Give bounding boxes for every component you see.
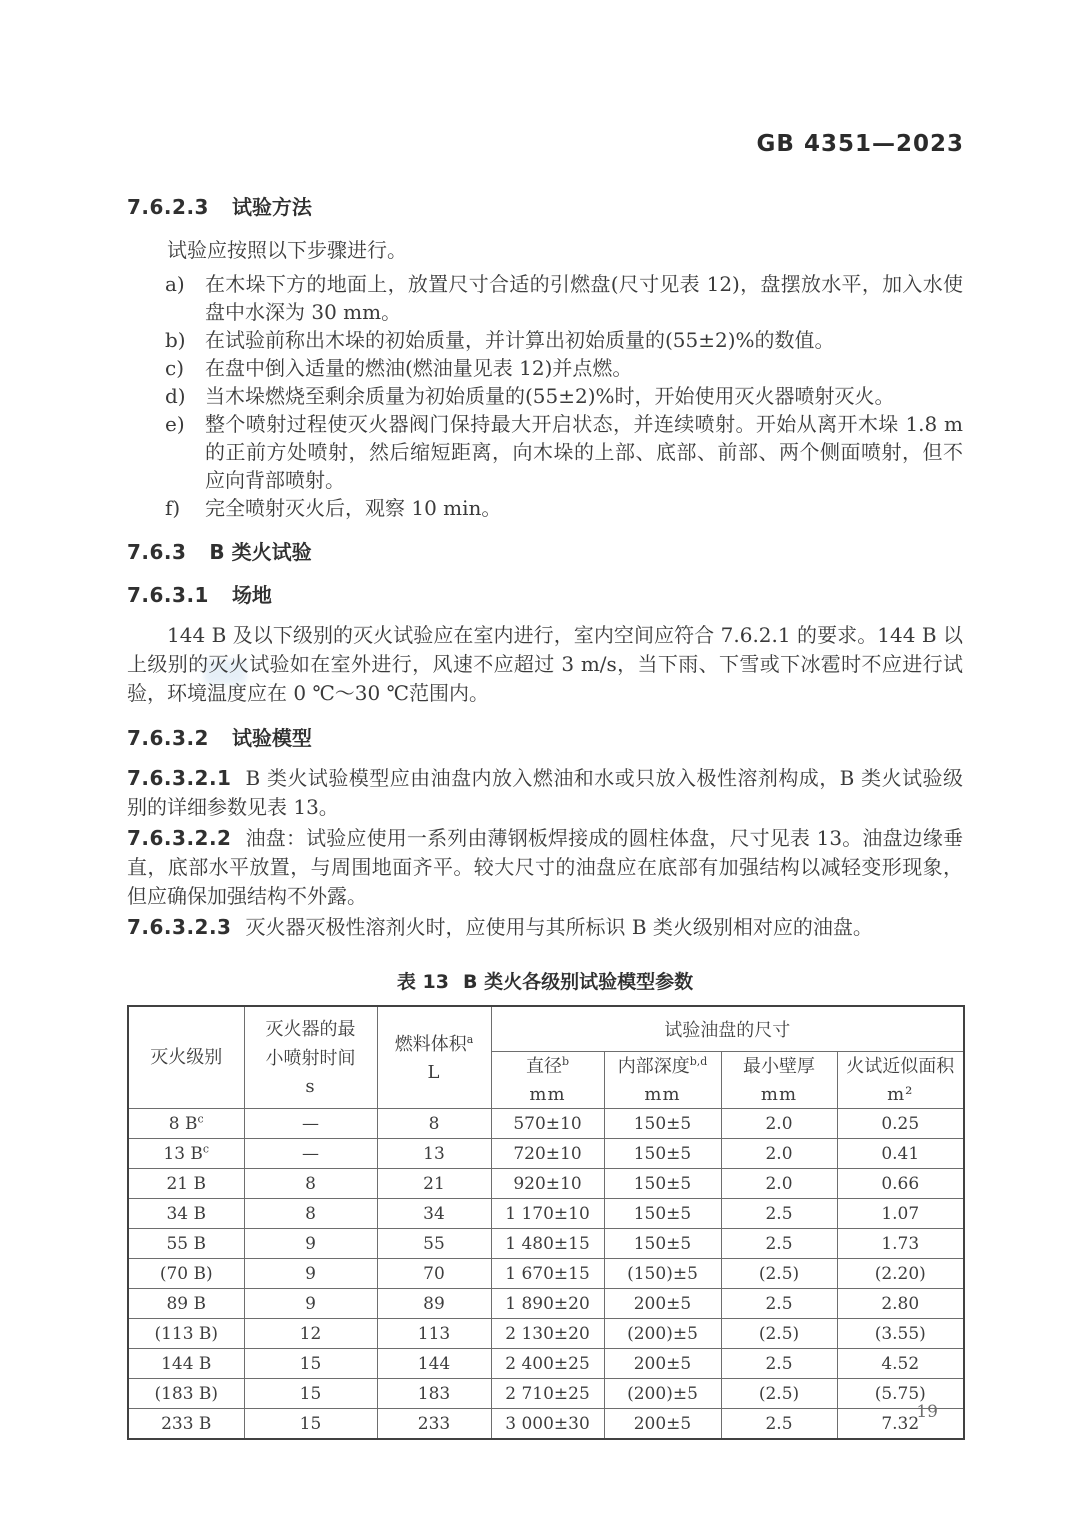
table-cell: 920±10 bbox=[491, 1169, 604, 1199]
table-cell: 89 B bbox=[128, 1289, 244, 1319]
table-cell: 150±5 bbox=[604, 1139, 721, 1169]
table-header bbox=[128, 1006, 964, 1109]
clause-text: 油盘：试验应使用一系列由薄钢板焊接成的圆柱体盘，尺寸见表 13。油盘边缘垂直，底部水平放置，与周围地面齐平。较大尺寸的油盘应在底部有加强结构以减轻变形现象，但应确保加强结构不外露。 bbox=[127, 826, 963, 908]
table-cell: (2.20) bbox=[837, 1259, 964, 1289]
section-title: B 类火试验 bbox=[209, 540, 312, 564]
header-unit: L bbox=[427, 1061, 441, 1083]
table-cell: 34 bbox=[377, 1199, 491, 1229]
test-steps-list bbox=[127, 270, 963, 522]
table-label: 表 13 bbox=[396, 971, 449, 993]
header-unit: mm bbox=[760, 1084, 798, 1105]
clause-number: 7.6.3.2.3 bbox=[127, 915, 232, 939]
table-cell: 150±5 bbox=[604, 1229, 721, 1259]
col-header-class bbox=[128, 1006, 244, 1109]
table-cell: 15 bbox=[244, 1379, 377, 1409]
header-unit: s bbox=[305, 1076, 316, 1097]
list-item bbox=[127, 354, 963, 382]
list-item-label: f) bbox=[165, 496, 181, 520]
table-cell: 113 bbox=[377, 1319, 491, 1349]
header-text bbox=[605, 1052, 721, 1081]
table-row bbox=[128, 1139, 964, 1169]
table-cell: 2.5 bbox=[721, 1349, 837, 1379]
intro-paragraph: 试验应按照以下步骤进行。 bbox=[167, 238, 407, 262]
list-item bbox=[127, 410, 963, 494]
header-text bbox=[838, 1052, 964, 1081]
list-item-text: 完全喷射灭火后，观察 10 min。 bbox=[205, 496, 502, 520]
section-title: 试验模型 bbox=[231, 726, 312, 750]
table-cell: 200±5 bbox=[604, 1289, 721, 1319]
table-cell: (2.5) bbox=[721, 1319, 837, 1349]
list-item bbox=[127, 494, 963, 522]
list-item-label: d) bbox=[165, 384, 186, 408]
section-heading-7-6-3-1 bbox=[127, 582, 963, 608]
header-text bbox=[722, 1052, 837, 1081]
col-header-fire-area bbox=[837, 1052, 964, 1109]
header-label: 火试近似面积 bbox=[846, 1056, 955, 1077]
table-name: B 类火各级别试验模型参数 bbox=[462, 971, 694, 993]
table-cell: 0.41 bbox=[837, 1139, 964, 1169]
header-label: 最小壁厚 bbox=[743, 1056, 815, 1077]
col-header-fuel-volume bbox=[377, 1006, 491, 1109]
table-row bbox=[128, 1109, 964, 1139]
table-cell: 2 710±25 bbox=[491, 1379, 604, 1409]
section-title: 场地 bbox=[231, 583, 272, 607]
list-item-text: 在盘中倒入适量的燃油(燃油量见表 12)并点燃。 bbox=[205, 356, 633, 380]
paragraph-7-6-3-2-2 bbox=[127, 824, 963, 911]
table-cell: 2.0 bbox=[721, 1109, 837, 1139]
table-cell: 2.5 bbox=[721, 1289, 837, 1319]
table-cell: (200)±5 bbox=[604, 1319, 721, 1349]
table-cell: 2.5 bbox=[721, 1409, 837, 1440]
clause-number: 7.6.3.2.1 bbox=[127, 766, 232, 790]
table-cell: 3 000±30 bbox=[491, 1409, 604, 1440]
table-row bbox=[128, 1289, 964, 1319]
col-header-diameter bbox=[491, 1052, 604, 1109]
table-cell: 1.07 bbox=[837, 1199, 964, 1229]
table-cell: 21 B bbox=[128, 1169, 244, 1199]
table-cell: 12 bbox=[244, 1319, 377, 1349]
list-item-label: b) bbox=[165, 328, 186, 352]
header-text: 小喷射时间 bbox=[265, 1048, 356, 1069]
table-row bbox=[128, 1169, 964, 1199]
list-item bbox=[127, 326, 963, 354]
col-header-discharge-time bbox=[244, 1006, 377, 1109]
table-cell: 8 bbox=[244, 1169, 377, 1199]
table-cell: 8 $B^c$ bbox=[128, 1109, 244, 1139]
section-number: 7.6.2.3 bbox=[127, 195, 209, 219]
col-header-wall-thickness bbox=[721, 1052, 837, 1109]
table-cell: 720±10 bbox=[491, 1139, 604, 1169]
col-header-depth bbox=[604, 1052, 721, 1109]
header-unit: mm bbox=[529, 1084, 566, 1105]
header-text: 灭火器的最 bbox=[265, 1019, 356, 1040]
paragraph-7-6-3-2-3 bbox=[127, 913, 963, 942]
table-cell: (200)±5 bbox=[604, 1379, 721, 1409]
table-cell: 15 bbox=[244, 1409, 377, 1440]
table-cell: 2.5 bbox=[721, 1229, 837, 1259]
table-cell: (113 B) bbox=[128, 1319, 244, 1349]
table-cell: 13 $B^c$ bbox=[128, 1139, 244, 1169]
table-cell: (2.5) bbox=[721, 1379, 837, 1409]
header-label: 燃料体积 bbox=[394, 1033, 467, 1055]
table-cell: 570±10 bbox=[491, 1109, 604, 1139]
table-cell: 1 670±15 bbox=[491, 1259, 604, 1289]
table-cell: — bbox=[244, 1109, 377, 1139]
table-cell: 55 bbox=[377, 1229, 491, 1259]
list-item-text: 当木垛燃烧至剩余质量为初始质量的(55±2)%时，开始使用灭火器喷射灭火。 bbox=[205, 384, 895, 408]
paragraph-7-6-3-2-1 bbox=[127, 764, 963, 822]
table-cell: 150±5 bbox=[604, 1109, 721, 1139]
table-cell: 34 B bbox=[128, 1199, 244, 1229]
table-cell: 8 bbox=[377, 1109, 491, 1139]
table-cell: (5.75) bbox=[837, 1379, 964, 1409]
table-cell: 200±5 bbox=[604, 1409, 721, 1440]
table-cell: 233 B bbox=[128, 1409, 244, 1440]
list-item-label: e) bbox=[165, 412, 185, 436]
table-cell: 1 480±15 bbox=[491, 1229, 604, 1259]
section-number: 7.6.3.2 bbox=[127, 726, 209, 750]
table-cell: (183 B) bbox=[128, 1379, 244, 1409]
page-number: 19 bbox=[916, 1402, 938, 1422]
table-row bbox=[128, 1349, 964, 1379]
table-cell: 144 bbox=[377, 1349, 491, 1379]
clause-text: 灭火器灭极性溶剂火时，应使用与其所标识 B 类火级别相对应的油盘。 bbox=[245, 915, 873, 939]
table-cell: 7.32 bbox=[837, 1409, 964, 1440]
table-cell: 2.5 bbox=[721, 1199, 837, 1229]
table-row bbox=[128, 1409, 964, 1440]
table-cell: 1.73 bbox=[837, 1229, 964, 1259]
table-13-model-parameters bbox=[127, 1005, 965, 1440]
table-cell: 1 890±20 bbox=[491, 1289, 604, 1319]
list-item-text: 在试验前称出木垛的初始质量，并计算出初始质量的(55±2)%的数值。 bbox=[205, 328, 835, 352]
cell-superscript: c bbox=[202, 1141, 210, 1155]
list-item-text: 整个喷射过程使灭火器阀门保持最大开启状态，并连续喷射。开始从离开木垛 1.8 m 的正前方处喷射，然后缩短距离，向木垛的上部、底部、前部、两个侧面喷射，但不应向背部喷射。 bbox=[205, 412, 963, 492]
table-cell: 1 170±10 bbox=[491, 1199, 604, 1229]
col-header-pan-dimensions: 试验油盘的尺寸 bbox=[491, 1006, 964, 1052]
table-cell: 9 bbox=[244, 1289, 377, 1319]
table-cell: — bbox=[244, 1139, 377, 1169]
table-cell: 8 bbox=[244, 1199, 377, 1229]
table-cell: 144 B bbox=[128, 1349, 244, 1379]
table-cell: 4.52 bbox=[837, 1349, 964, 1379]
table-cell: (2.5) bbox=[721, 1259, 837, 1289]
list-item-text: 在木垛下方的地面上，放置尺寸合适的引燃盘(尺寸见表 12)，盘摆放水平，加入水使盘中水深为 30 mm。 bbox=[205, 272, 963, 324]
header-label: 直径 bbox=[525, 1056, 562, 1077]
table-cell: 21 bbox=[377, 1169, 491, 1199]
table-cell: 2.0 bbox=[721, 1139, 837, 1169]
section-heading-7-6-3-2 bbox=[127, 725, 963, 751]
table-cell: (70 B) bbox=[128, 1259, 244, 1289]
table-cell: 0.25 bbox=[837, 1109, 964, 1139]
header-superscript: a bbox=[466, 1032, 474, 1046]
section-heading-7-6-2-3 bbox=[127, 194, 963, 220]
list-item bbox=[127, 382, 963, 410]
table-cell: 2 400±25 bbox=[491, 1349, 604, 1379]
table-body bbox=[128, 1109, 964, 1440]
section-title: 试验方法 bbox=[231, 195, 312, 219]
clause-number: 7.6.3.2.2 bbox=[127, 826, 232, 850]
header-superscript: b,d bbox=[689, 1055, 708, 1068]
section-number: 7.6.3 bbox=[127, 540, 187, 564]
table-row bbox=[128, 1229, 964, 1259]
table-cell: 233 bbox=[377, 1409, 491, 1440]
cell-superscript: c bbox=[197, 1111, 204, 1125]
clause-text: B 类火试验模型应由油盘内放入燃油和水或只放入极性溶剂构成，B 类火试验级别的详细参数见表 13。 bbox=[127, 766, 963, 819]
table-cell: 55 B bbox=[128, 1229, 244, 1259]
table-cell: 200±5 bbox=[604, 1349, 721, 1379]
header-unit: m² bbox=[887, 1084, 914, 1105]
table-cell: 9 bbox=[244, 1229, 377, 1259]
header-text bbox=[378, 1030, 491, 1059]
table-row bbox=[128, 1319, 964, 1349]
page-content bbox=[127, 188, 963, 1440]
table-cell: 150±5 bbox=[604, 1199, 721, 1229]
table-cell: 13 bbox=[377, 1139, 491, 1169]
table-cell: 2.80 bbox=[837, 1289, 964, 1319]
table-cell: 9 bbox=[244, 1259, 377, 1289]
table-cell: 183 bbox=[377, 1379, 491, 1409]
list-item-label: c) bbox=[165, 356, 185, 380]
table-cell: (3.55) bbox=[837, 1319, 964, 1349]
table-row bbox=[128, 1259, 964, 1289]
section-number: 7.6.3.1 bbox=[127, 583, 209, 607]
header-unit: mm bbox=[644, 1084, 681, 1105]
table-title bbox=[127, 967, 963, 994]
table-cell: 15 bbox=[244, 1349, 377, 1379]
standard-number: GB 4351—2023 bbox=[756, 131, 964, 157]
list-item-label: a) bbox=[165, 272, 185, 296]
table-row bbox=[128, 1379, 964, 1409]
table-cell: 150±5 bbox=[604, 1169, 721, 1199]
table-cell: 70 bbox=[377, 1259, 491, 1289]
table-cell: 2 130±20 bbox=[491, 1319, 604, 1349]
table-cell: (150)±5 bbox=[604, 1259, 721, 1289]
header-text: 灭火级别 bbox=[150, 1047, 223, 1068]
table-cell: 89 bbox=[377, 1289, 491, 1319]
table-row bbox=[128, 1199, 964, 1229]
list-item bbox=[127, 270, 963, 326]
header-label: 内部深度 bbox=[617, 1056, 690, 1077]
site-paragraph: 144 B 及以下级别的灭火试验应在室内进行，室内空间应符合 7.6.2.1 的要求。144 B 以上级别的灭火试验如在室外进行，风速不应超过 3 m/s，当下雨、下雪或下冰雹时不应进行试验，环境温度应在 0 ℃～30 ℃范围内。 bbox=[127, 623, 963, 705]
section-heading-7-6-3 bbox=[127, 539, 963, 565]
header-superscript: b bbox=[561, 1055, 570, 1068]
header-text bbox=[492, 1052, 604, 1081]
table-cell: 0.66 bbox=[837, 1169, 964, 1199]
table-cell: 2.0 bbox=[721, 1169, 837, 1199]
